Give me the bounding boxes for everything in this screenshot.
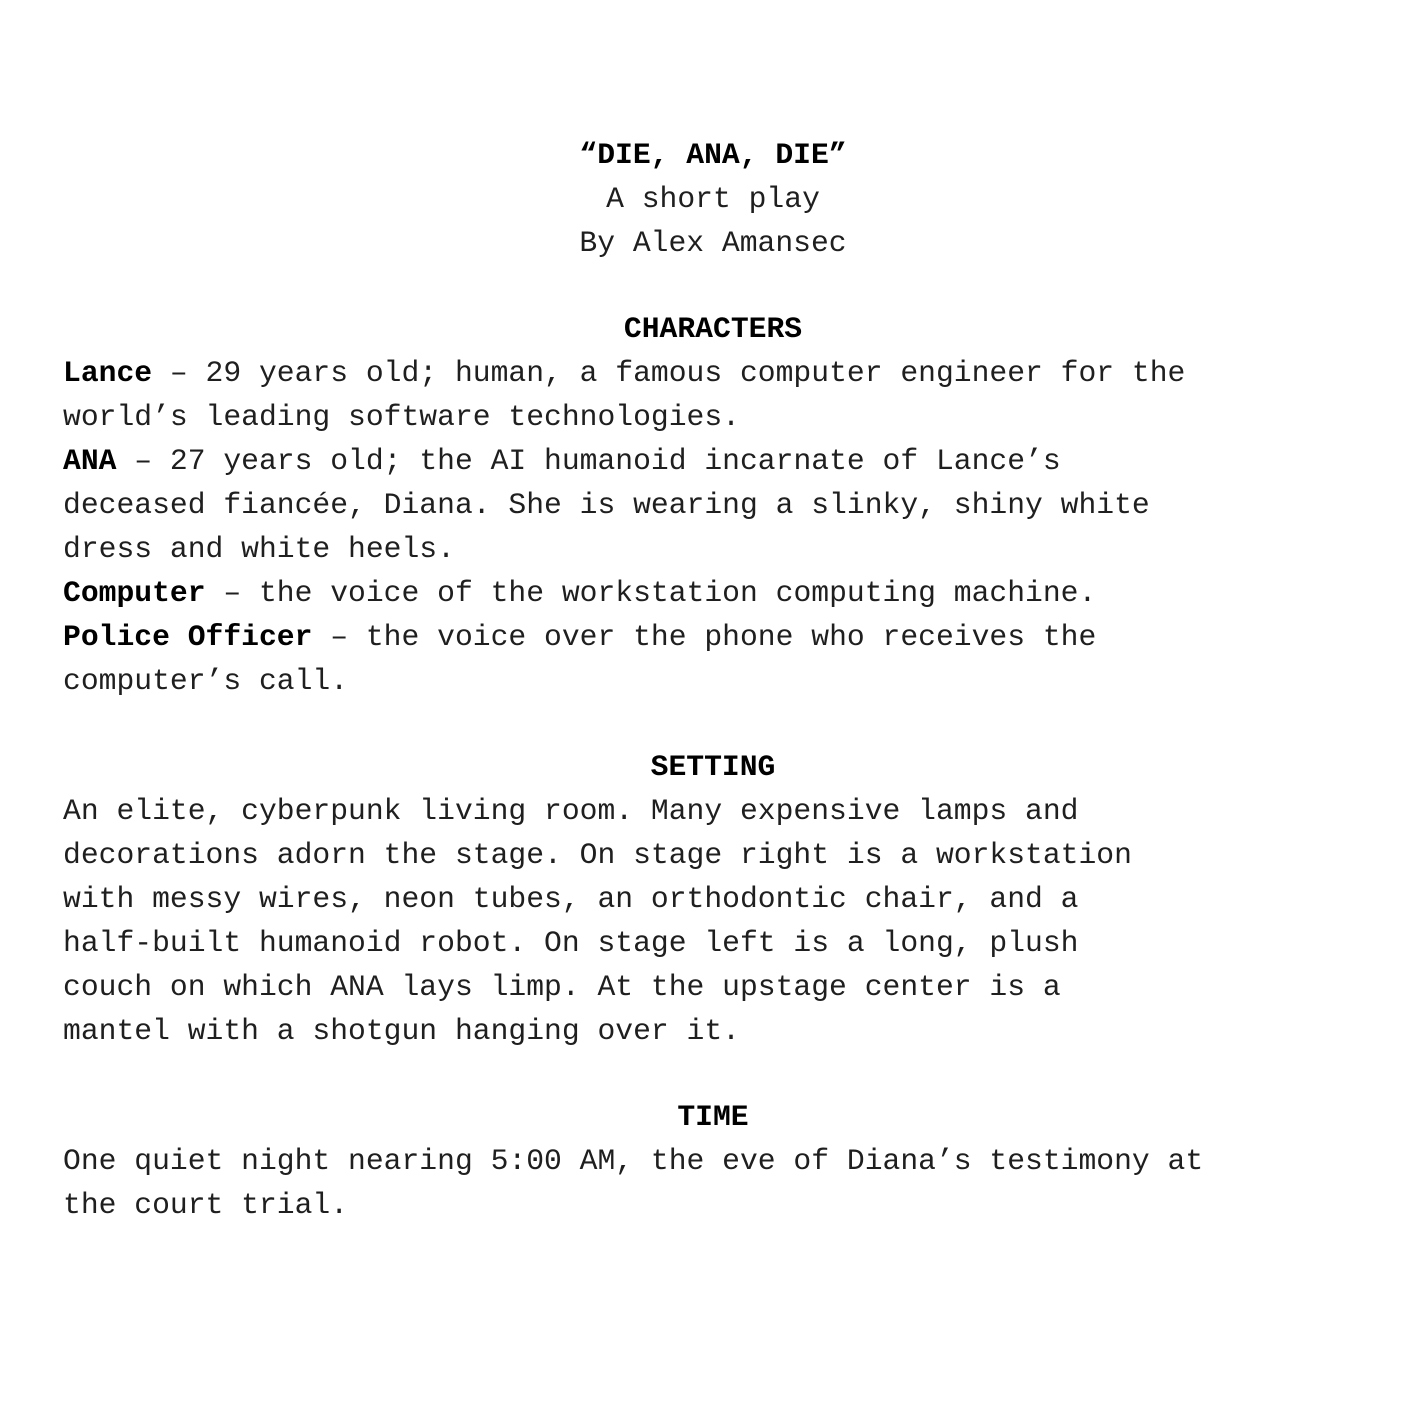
- time-paragraph: [63, 1139, 1363, 1227]
- time-line: One quiet night nearing 5:00 AM, the eve of Diana’s testimony at: [63, 1144, 1204, 1178]
- character-description-cont: deceased fiancée, Diana. She is wearing a slinky, shiny white: [63, 488, 1150, 522]
- character-description: – 29 years old; human, a famous computer engineer for the: [152, 356, 1186, 390]
- character-line: [63, 351, 1363, 395]
- setting-paragraph: [63, 789, 1363, 1053]
- character-name: ANA: [63, 444, 117, 478]
- character-entry-lance: [63, 351, 1363, 439]
- character-name: Computer: [63, 576, 206, 610]
- setting-line: decorations adorn the stage. On stage right is a workstation: [63, 838, 1132, 872]
- spacer: [63, 703, 1363, 745]
- character-line: [63, 615, 1363, 659]
- character-description-cont: dress and white heels.: [63, 532, 455, 566]
- character-name: Lance: [63, 356, 153, 390]
- setting-heading: SETTING: [650, 750, 776, 784]
- setting-line: with messy wires, neon tubes, an orthodontic chair, and a: [63, 882, 1079, 916]
- time-heading: TIME: [677, 1100, 749, 1134]
- character-entry-police-officer: [63, 615, 1363, 703]
- character-entry-ana: [63, 439, 1363, 571]
- character-description: – the voice over the phone who receives the: [312, 620, 1097, 654]
- character-line: [63, 571, 1363, 615]
- script-page: [63, 133, 1363, 1227]
- play-subtitle: A short play: [606, 182, 820, 216]
- spacer: [63, 265, 1363, 307]
- setting-line: An elite, cyberpunk living room. Many expensive lamps and: [63, 794, 1079, 828]
- character-entry-computer: [63, 571, 1363, 615]
- character-description: – 27 years old; the AI humanoid incarnate of Lance’s: [116, 444, 1061, 478]
- setting-line: couch on which ANA lays limp. At the upstage center is a: [63, 970, 1061, 1004]
- setting-line: half-built humanoid robot. On stage left is a long, plush: [63, 926, 1079, 960]
- spacer: [63, 1053, 1363, 1095]
- setting-line: mantel with a shotgun hanging over it.: [63, 1014, 740, 1048]
- character-description: – the voice of the workstation computing machine.: [205, 576, 1097, 610]
- character-description-cont: world’s leading software technologies.: [63, 400, 740, 434]
- time-line: the court trial.: [63, 1188, 349, 1222]
- character-description-cont: computer’s call.: [63, 664, 349, 698]
- play-title: “DIE, ANA, DIE”: [579, 138, 847, 172]
- character-name: Police Officer: [63, 620, 313, 654]
- character-line: [63, 439, 1363, 483]
- play-byline: By Alex Amansec: [579, 226, 847, 260]
- characters-heading: CHARACTERS: [623, 312, 803, 346]
